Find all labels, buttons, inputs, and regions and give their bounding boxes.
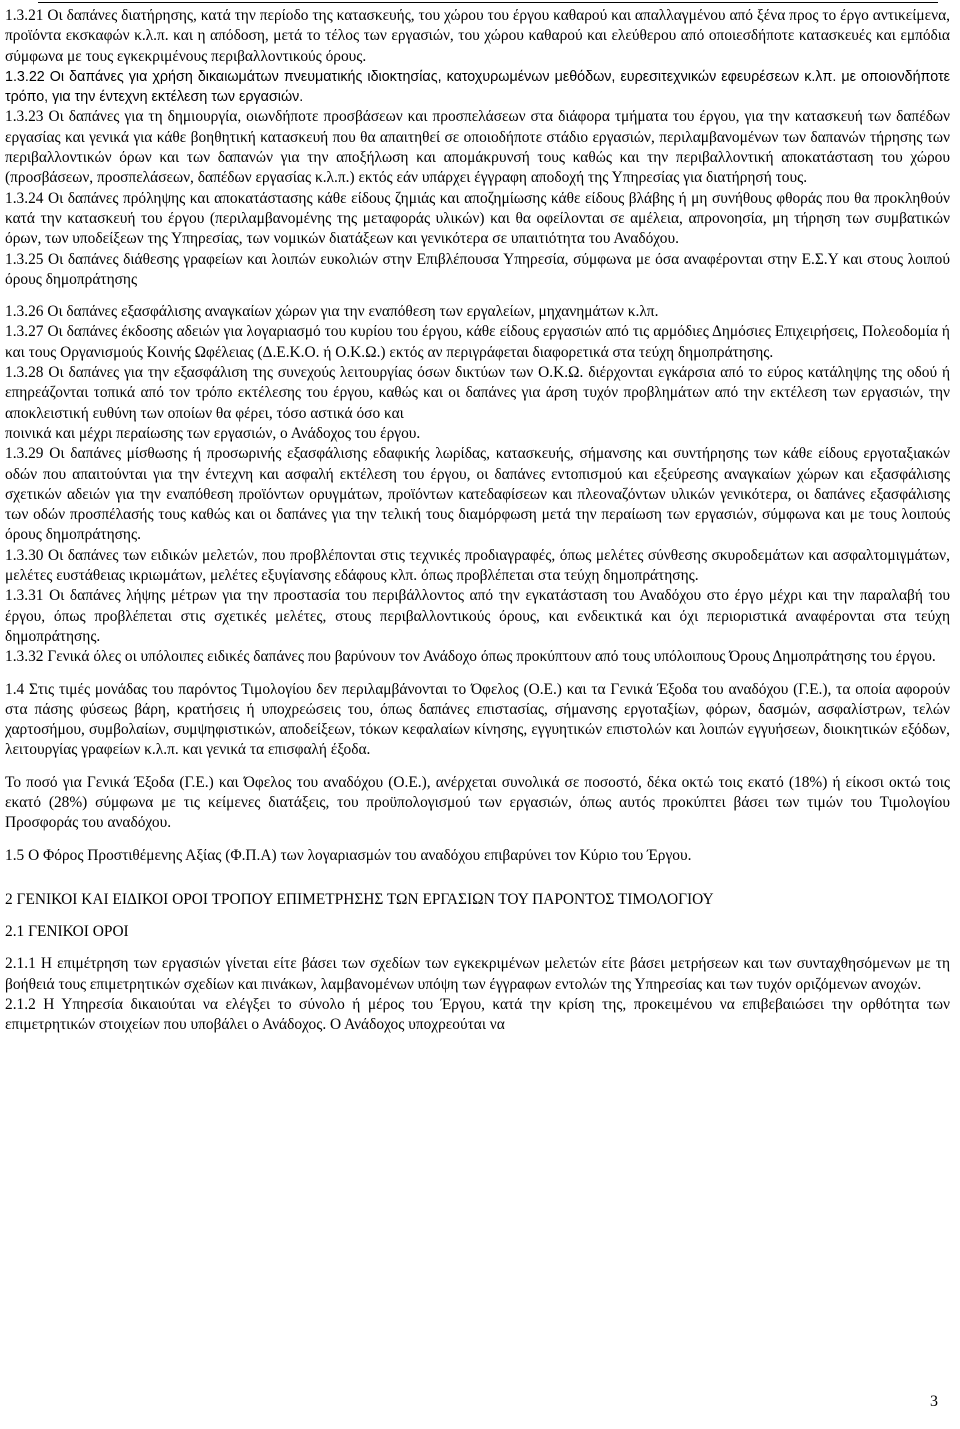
paragraph-1-3-22: 1.3.22 Οι δαπάνες για χρήση δικαιωμάτων πνευματικής ιδιοκτησίας, κατοχυρωμένων μεθόδων, ευρεσιτεχνικών εφευρέσεων κ.λπ. με οποιονδήποτε τρόπο, για την έντεχνη εκτέλεση των εργασιών. bbox=[5, 68, 950, 106]
paragraph-1-3-21: 1.3.21 Οι δαπάνες διατήρησης, κατά την περίοδο της κατασκευής, του χώρου του έργου καθαρού και απαλλαγμένου από ξένα προς το έργο αντικείμενα, προϊόντα εκσκαφών κ.λ.π. και η απόδοση, μετά το τέλος των εργασιών, του χώρου καθαρού και ελεύθερου από οποιεσδήποτε κατασκευές και εμπόδια σύμφωνα με τους εγκεκριμένους περιβαλλοντικούς όρους. bbox=[5, 7, 950, 65]
paragraph-1-3-32: 1.3.32 Γενικά όλες οι υπόλοιπες ειδικές δαπάνες που βαρύνουν τον Ανάδοχο όπως προκύπτουν από τους υπόλοιπους Όρους Δημοπράτησης του έργου. bbox=[5, 648, 936, 666]
spacer bbox=[5, 834, 950, 846]
spacer bbox=[5, 668, 950, 680]
spacer bbox=[5, 761, 950, 773]
paragraph-1-4: 1.4 Στις τιμές μονάδας του παρόντος Τιμολογίου δεν περιλαμβάνονται το Όφελος (Ο.Ε.) και τα Γενικά Έξοδα του αναδόχου (Γ.Ε.), τα οποία αφορούν στα πάσης φύσεως βάρη, κρατήσεις ή υποχρεώσεις του, όπως δαπάνες επιστασίας, σήμανσης εργοταξίων, φόρων, δασμών, ασφαλίστρων, τελών χαρτοσήμου, συμβολαίων, συμψηφιστικών, αποδείξεων, τόκων κεφαλαίων κίνησης, εγγυητικών επιστολών και λοιπών εγγυήσεων, διοικητικών εξόδων, λειτουργίας γραφείων κ.λ.π. και γενικά τα επισφαλή έξοδα. bbox=[5, 680, 950, 759]
paragraph-1-3-24: 1.3.24 Οι δαπάνες πρόληψης και αποκατάστασης κάθε είδους ζημιάς και αποζημίωσης κάθε είδους βλάβης ή μη συνήθους φθοράς που θα προκληθούν κατά την κατασκευή του έργου (περιλαμβανομένης της μεταφοράς υλικών) και θα οφείλονται σε αμέλεια, απρονοησία, μη τήρηση των συμβατικών όρων, των υποδείξεων της Υπηρεσίας, των νομικών διατάξεων και γενικότερα σε υπαιτιότητα του Αναδόχου. bbox=[5, 189, 950, 248]
section-heading-2: 2 ΓΕΝΙΚΟΙ ΚΑΙ ΕΙΔΙΚΟΙ ΟΡΟΙ ΤΡΟΠΟΥ ΕΠΙΜΕΤΡΗΣΗΣ ΤΩΝ ΕΡΓΑΣΙΩΝ ΤΟΥ ΠΑΡΟΝΤΟΣ ΤΙΜΟΛΟΓΙΟΥ bbox=[5, 890, 714, 908]
spacer bbox=[5, 290, 950, 302]
document-page bbox=[5, 6, 950, 1036]
paragraph-2-1-2: 2.1.2 Η Υπηρεσία δικαιούται να ελέγξει το σύνολο ή μέρος του Έργου, κατά την κρίση της, προκειμένου να επιβεβαιώσει την ορθότητα των επιμετρητικών στοιχείων που υποβάλει ο Ανάδοχος. Ο Ανάδοχος υποχρεούται να bbox=[5, 996, 950, 1034]
paragraph-1-3-30: 1.3.30 Οι δαπάνες των ειδικών μελετών, που προβλέπονται στις τεχνικές προδιαγραφές, όπως μελέτες σύνθεσης σκυροδεμάτων και ασφαλτομιγμάτων, μελέτες ευστάθειας ικριωμάτων, μελέτες εξυγίανσης εδάφους κλπ. όπως προβλέπεται στα τεύχη δημοπράτησης. bbox=[5, 546, 950, 585]
spacer bbox=[5, 866, 950, 890]
paragraph-1-3-27: 1.3.27 Οι δαπάνες έκδοσης αδειών για λογαριασμό του κυρίου του έργου, κάθε είδους εργασιών από τις αρμόδιες Δημόσιες Επιχειρήσεις, Πολεοδομία ή και τους Οργανισμούς Κοινής Ωφέλειας (Δ.Ε.Κ.Ο. ή Ο.Κ.Ω.) εκτός αν περιγράφεται διαφορετικά στα τεύχη δημοπράτησης. bbox=[5, 323, 950, 361]
paragraph-1-5: 1.5 Ο Φόρος Προστιθέμενης Αξίας (Φ.Π.Α) των λογαριασμών του αναδόχου επιβαρύνει τον Κύριο του Έργου. bbox=[5, 846, 692, 864]
spacer bbox=[5, 910, 950, 922]
paragraph-1-3-29: 1.3.29 Οι δαπάνες μίσθωσης ή προσωρινής εξασφάλισης εδαφικής λωρίδας, κατασκευής, σήμανσης και συντήρησης των κάθε είδους εργοταξιακών οδών που απαιτούνται για την έντεχνη και ασφαλή εκτέλεση του έργου, οι δαπάνες εντοπισμού και εξεύρεσης αναγκαίων χώρων και εξασφάλισης σχετικών αδειών για την εναπόθεση προϊόντων ορυγμάτων, προϊόντων κατεδαφίσεων και πλεοναζόντων υλικών γενικότερα, οι δαπάνες εξασφάλισης των οδών προσπέλασής τους καθώς και οι δαπάνες για την τελική τους διαμόρφωση μετά την περαίωση των εργασιών, σύμφωνα και με τους λοιπούς όρους δημοπράτησης. bbox=[5, 445, 950, 544]
paragraph-1-3-25: 1.3.25 Οι δαπάνες διάθεσης γραφείων και λοιπών ευκολιών στην Επιβλέπουσα Υπηρεσία, σύμφωνα με όσα αναφέρονται στην Ε.Σ.Υ και στους λοιπού όρους δημοπράτησης bbox=[5, 250, 950, 288]
paragraph-1-3-28: 1.3.28 Οι δαπάνες για την εξασφάλιση της συνεχούς λειτουργίας όσων δικτύων των Ο.Κ.Ω. διέρχονται εγκάρσια από το εύρος κατάληψης της οδού ή επηρεάζονται τοπικά από τον τρόπο εκτέλεσης του έργου, καθώς και οι δαπάνες για άρση τυχόν προβλημάτων από την εκτέλεση των εργασιών, την αποκλειστική ευθύνη των οποίων θα φέρει, τόσο αστικά όσο και bbox=[5, 364, 950, 422]
paragraph-1-3-26: 1.3.26 Οι δαπάνες εξασφάλισης αναγκαίων χώρων για την εναπόθεση των εργαλείων, μηχανημάτων κ.λπ. bbox=[5, 303, 659, 321]
paragraph-1-3-28-continued: ποινικά και μέχρι περαίωσης των εργασιών, ο Ανάδοχος του έργου. bbox=[5, 424, 421, 442]
header-rule bbox=[38, 2, 938, 3]
section-heading-2-1: 2.1 ΓΕΝΙΚΟΙ ΟΡΟΙ bbox=[5, 923, 129, 941]
paragraph-general-expenses: Το ποσό για Γενικά Έξοδα (Γ.Ε.) και Όφελος του αναδόχου (Ο.Ε.), ανέρχεται συνολικά σε ποσοστό, δέκα οκτώ τοις εκατό (18%) ή είκοσι οκτώ τοις εκατό (28%) σύμφωνα με τις κείμενες διατάξεις, του προϋπολογισμού των εργασιών, όπως αυτός προκύπτει βάσει των τιμών του Τιμολογίου Προσφοράς του αναδόχου. bbox=[5, 773, 950, 832]
paragraph-2-1-1: 2.1.1 Η επιμέτρηση των εργασιών γίνεται είτε βάσει των σχεδίων των εγκεκριμένων μελετών είτε βάσει μετρήσεων και των συνταχθησόμενων με τη βοήθειά τους επιμετρητικών σχεδίων και πινάκων, λαμβανομένων υπόψη των έγγραφων εντολών της Υπηρεσίας και των τυχόν οριζόμενων ανοχών. bbox=[5, 955, 950, 993]
page-number: 3 bbox=[930, 1393, 938, 1410]
paragraph-1-3-23: 1.3.23 Οι δαπάνες για τη δημιουργία, οιωνδήποτε προσβάσεων και προσπελάσεων στα διάφορα τμήματα του έργου, για την κατασκευή των δαπέδων εργασίας και γενικά για κάθε βοηθητική κατασκευή που θα απαιτηθεί σε οποιοδήποτε στάδιο εργασιών, περιλαμβανομένων των δαπανών τήρησης των περιβαλλοντικών όρων και των δαπανών για την αποξήλωση και απομάκρυνσή τους καθώς και την περιβαλλοντική αποκατάσταση του χώρου (προσβάσεων, προσπελάσεων, δαπέδων εργασίας κ.λ.π.) εκτός εάν υπάρχει έγγραφη αποδοχή της Υπηρεσίας για διατήρησή τους. bbox=[5, 108, 950, 187]
paragraph-1-3-31: 1.3.31 Οι δαπάνες λήψης μέτρων για την προστασία του περιβάλλοντος από την εγκατάσταση του Αναδόχου στο έργο μέχρι και την παραλαβή του έργου, όπως προβλέπεται στις σχετικές μελέτες, στους περιβαλλοντικούς όρους, και ενδεικτικά και όχι περιοριστικά αναφέρονται στα τεύχη δημοπράτησης. bbox=[5, 587, 950, 645]
spacer bbox=[5, 942, 950, 954]
